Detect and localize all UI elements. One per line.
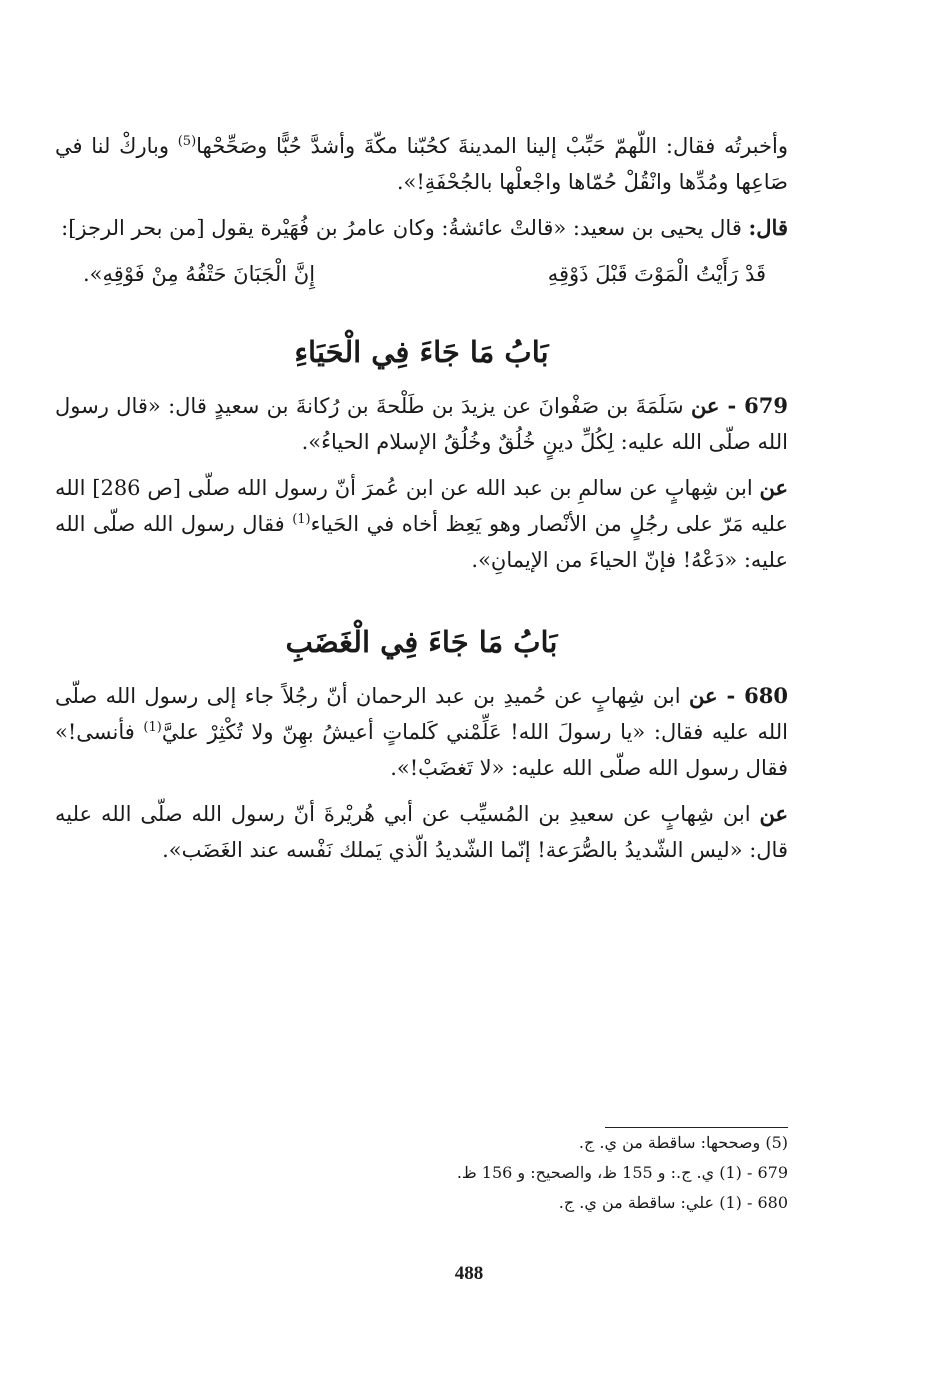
paragraph-text: ابن شِهابٍ عن سالمِ بن عبد الله عن ابن عُمرَ أنّ رسول الله صلّى [ص 286] الله عليه مَرّ على رجُلٍ من الأنْصار وهو يَعِظ أخاه في الحَياء bbox=[55, 476, 788, 536]
paragraph-lead: عن bbox=[759, 475, 789, 500]
paragraph-lead: قال: bbox=[748, 215, 788, 240]
verse-second-hemistich: إِنَّ الْجَبَانَ حَتْفُهُ مِنْ فَوْقِهِ». bbox=[83, 262, 316, 286]
paragraph-qala bbox=[55, 210, 788, 246]
hadith-ibn-shihab-anger bbox=[55, 796, 788, 868]
hadith-number-lead: 680 - عن bbox=[688, 683, 788, 708]
paragraph-text-continued: فقال رسول الله صلّى الله عليه: «دَعْهُ! فإنّ الحياءَ من الإيمانِ». bbox=[55, 512, 788, 572]
chapter-heading-modesty: بَابُ مَا جَاءَ فِي الْحَيَاءِ bbox=[294, 335, 549, 369]
footnote-item: (5) وصححها: ساقطة من ي. ج. bbox=[578, 1133, 788, 1152]
footnote-ref-1: (1) bbox=[143, 720, 162, 735]
paragraph-opening bbox=[55, 128, 788, 200]
paragraph-text: قال يحيى بن سعيد: «قالتْ عائشةُ: وكان عامرُ بن فُهَيْرة يقول [من بحر الرجز]: bbox=[61, 216, 742, 240]
verse-first-hemistich: قَدْ رَأَيْتُ الْمَوْتَ قَبْلَ ذَوْقِهِ bbox=[547, 262, 766, 286]
hadith-ibn-shihab-modesty bbox=[55, 470, 788, 578]
footnotes bbox=[330, 1128, 788, 1218]
paragraph-text-continued: وباركْ لنا في صَاعِها ومُدِّها وانْقُلْ حُمّاها واجْعلْها بالجُحْفَةِ!». bbox=[55, 134, 788, 194]
footnote-item: 679 - (1) ي. ج.: و 155 ظ، والصحيح: و 156 ظ. bbox=[456, 1163, 788, 1182]
paragraph-text-continued: فأنسى!» فقال رسول الله صلّى الله عليه: «لا تَغضَبْ!». bbox=[55, 720, 788, 780]
footnote-ref-5: (5) bbox=[177, 134, 197, 149]
chapter-heading-anger: بَابُ مَا جَاءَ فِي الْغَضَبِ bbox=[285, 625, 558, 659]
hadith-number-lead: 679 - عن bbox=[690, 393, 788, 418]
hadith-679 bbox=[55, 388, 788, 460]
main-text bbox=[55, 128, 788, 878]
poem-verse bbox=[55, 256, 788, 292]
footnote-item: 680 - (1) علي: ساقطة من ي. ج. bbox=[558, 1193, 788, 1212]
paragraph-text: وأخبرتُه فقال: اللّهمّ حَبِّبْ إلينا المدينةَ كحُبّنا مكّةَ وأشدَّ حُبًّا وصَحِّحْها bbox=[196, 134, 788, 158]
page-number: 488 bbox=[454, 1263, 484, 1284]
paragraph-text: ابن شِهابٍ عن حُميدِ بن عبد الرحمان أنّ رجُلاً جاء إلى رسول الله صلّى الله عليه فقال: «يا رسولَ الله! عَلِّمْني كَلماتٍ أعيشُ بهِنّ ولا تُكْثِرْ عليَّ bbox=[55, 684, 788, 744]
hadith-680 bbox=[55, 678, 788, 786]
paragraph-lead: عن bbox=[759, 801, 788, 826]
paragraph-text: سَلَمَةَ بن صَفْوانَ عن يزيدَ بن طَلْحةَ بن رُكانةَ بن سعيدٍ قال: «قال رسول الله صلّى الله عليه: لِكُلِّ دينٍ خُلُقٌ وخُلُقُ الإسلام الحياءُ». bbox=[55, 394, 788, 454]
paragraph-text: ابن شِهابٍ عن سعيدِ بن المُسيِّب عن أبي هُريْرةَ أنّ رسول الله صلّى الله عليه قال: «ليس الشّديدُ بالصُّرَعة! إنّما الشّديدُ الّذي يَملك نَفْسه عند الغَضَب». bbox=[55, 802, 788, 862]
footnote-ref-1: (1) bbox=[292, 512, 311, 527]
